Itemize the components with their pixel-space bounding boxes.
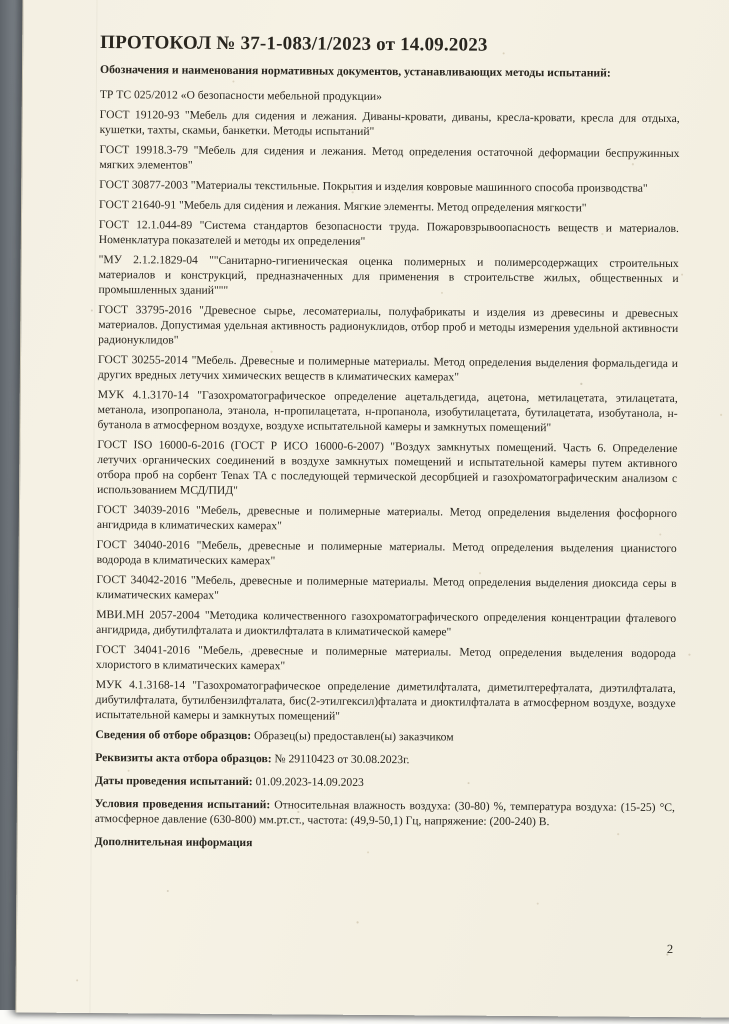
protocol-field	[95, 773, 675, 792]
field-label: Сведения об отборе образцов:	[95, 728, 252, 743]
field-label: Даты проведения испытаний:	[95, 774, 253, 789]
normative-document-item: ГОСТ 34040-2016 "Мебель, древесные и полимерные материалы. Метод определения выделения цианистого водорода в климатических камерах"	[96, 538, 677, 568]
normative-documents-heading: Обозначения и наименования нормативных документов, устанавливающих методы испытаний:	[99, 63, 611, 80]
normative-document-item: МВИ.МН 2057-2004 "Методика количественного газохроматографического определения концентрации фталевого ангидрида, дибутилфталата и диоктилфталата в климатической камере"	[96, 608, 677, 639]
normative-document-item: ГОСТ 34039-2016 "Мебель, древесные и полимерные материалы. Метод определения выделения фосфорного ангидрида в климатических камерах"	[96, 503, 677, 533]
normative-document-item: ГОСТ 34042-2016 "Мебель, древесные и полимерные материалы. Метод определения выделения диоксида серы в климатических камерах"	[96, 573, 677, 602]
protocol-field	[95, 750, 675, 769]
normative-document-item: ГОСТ 21640-91 "Мебель для сидения и лежания. Мягкие элементы. Метод определения мягкости"	[99, 198, 587, 215]
normative-document-item: ГОСТ 30877-2003 "Материалы текстильные. Покрытия и изделия ковровые машинного способа производства"	[99, 178, 648, 195]
normative-document-item: ГОСТ 12.1.044-89 "Система стандартов безопасности труда. Пожаровзрывоопасность веществ и материалов. Номенклатура показателей и методы их определения"	[98, 218, 679, 248]
normative-document-item: МУК 4.1.3170-14 "Газохроматографическое определение ацетальдегида, ацетона, метилацетата, этилацетата, метанола, изопропанола, этанола, н-пропилацетата, н-пропанола, изобутилацетата, бутилацетата, изобутанола, н-бутанола в атмосферном воздухе, воздухе испытательной камеры и замкнутых помещений"	[97, 388, 678, 435]
protocol-title: ПРОТОКОЛ № 37-1-083/1/2023 от 14.09.2023	[100, 32, 488, 56]
field-label: Условия проведения испытаний:	[94, 797, 271, 812]
field-value: Относительная влажность воздуха: (30-80) %, температура воздуха: (15-25) °С, атмосферное давление (630-800) мм.рт.ст., частота: (49,9-50,1) Гц, напряжение: (200-240) В.	[94, 798, 675, 829]
document-sheet	[15, 0, 729, 1018]
field-label: Реквизиты акта отбора образцов:	[95, 751, 272, 766]
field-value: № 29110423 от 30.08.2023г.	[274, 752, 410, 767]
normative-document-item: ГОСТ 19120-93 "Мебель для сидения и лежания. Диваны-кровати, диваны, кресла-кровати, кресла для отдыха, кушетки, тахты, скамьи, банкетки. Методы испытаний"	[99, 108, 680, 138]
normative-document-item: ГОСТ 30255-2014 "Мебель. Древесные и полимерные материалы. Метод определения выделения формальдегида и других вредных летучих химических веществ в климатических камерах"	[97, 353, 679, 384]
normative-documents-list	[95, 87, 679, 726]
normative-document-item: ГОСТ 19918.3-79 "Мебель для сидения и лежания. Метод определения остаточной деформации беспружинных мягких элементов"	[99, 143, 680, 172]
normative-document-item: "МУ 2.1.2.1829-04 ""Санитарно-гигиеническая оценка полимерных и полимерсодержащих строительных материалов и конструкций, предназначенных для применения в строительстве жилых, общественных и промышленных зданий"""	[98, 253, 679, 297]
normative-document-item: МУК 4.1.3168-14 "Газохроматографическое определение диметилфталата, диметилтерефталата, диэтилфталата, дибутилфталата, бутилбензилфталата, бис(2-этилгексил)фталата и диоктилфталата в атмосферном воздухе, воздухе испытательной камеры и замкнутых помещений"	[95, 678, 676, 723]
field-label: Дополнительная информация	[94, 835, 253, 850]
protocol-field	[95, 796, 675, 830]
protocol-field	[95, 727, 675, 746]
page-number: 2	[666, 942, 674, 957]
normative-document-item: ГОСТ 34041-2016 "Мебель, древесные и полимерные материалы. Метод определения выделения водорода хлористого в климатических камерах"	[95, 643, 677, 673]
normative-document-item: ГОСТ ISO 16000-6-2016 (ГОСТ Р ИСО 16000-6-2007) "Воздух замкнутых помещений. Часть 6. Определение летучих органических соединений в воздухе замкнутых помещений и испытательной камеры путем активного отбора проб на сорбент Tenax TA с последующей термической десорбцией и газохроматографическим анализом с использованием МСД/ПИД"	[97, 438, 678, 498]
protocol-fields	[95, 727, 676, 853]
normative-document-item: ТР ТС 025/2012 «О безопасности мебельной продукции»	[99, 88, 382, 104]
field-value: 01.09.2023-14.09.2023	[255, 775, 364, 789]
field-value: Образец(ы) предоставлен(ы) заказчиком	[253, 729, 454, 744]
normative-document-item: ГОСТ 33795-2016 "Древесное сырье, лесоматериалы, полуфабрикаты и изделия из древесины и древесных материалов. Допустимая удельная активность радионуклидов, отбор проб и методы измерения удельной активности радионуклидов"	[98, 303, 679, 347]
protocol-field	[95, 834, 675, 853]
